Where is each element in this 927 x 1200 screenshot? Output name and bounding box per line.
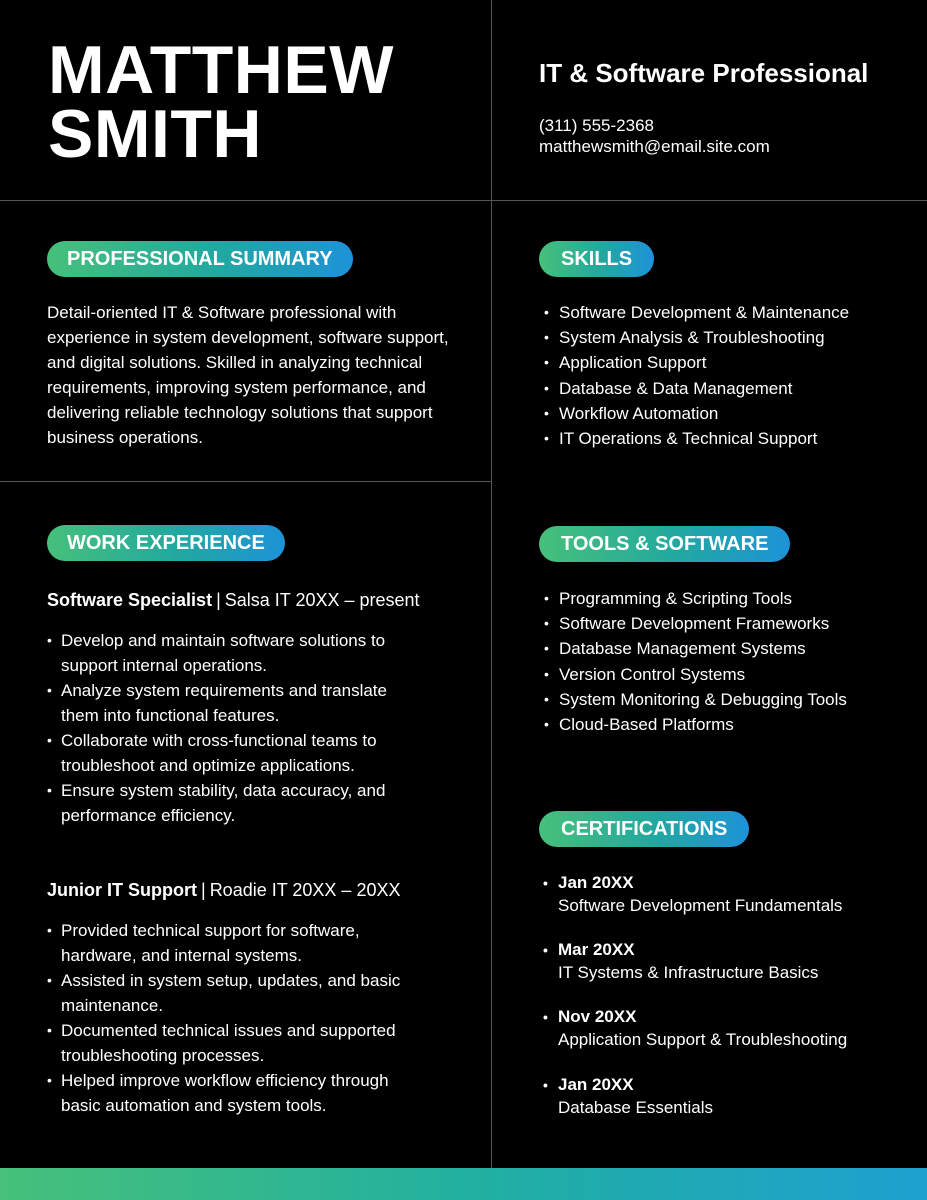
tools-heading: TOOLS & SOFTWARE xyxy=(539,526,790,562)
certification-item xyxy=(539,939,818,984)
vertical-divider xyxy=(491,0,492,1168)
skill-item: • System Analysis & Troubleshooting xyxy=(539,325,849,350)
job-bullet: • Documented technical issues and supported troubleshooting processes. xyxy=(47,1018,432,1068)
certification-item xyxy=(539,1006,847,1051)
certification-date: • Nov 20XX xyxy=(539,1006,847,1029)
job-bullets xyxy=(47,628,417,828)
job-bullets xyxy=(47,918,432,1118)
skill-item: • IT Operations & Technical Support xyxy=(539,426,849,451)
job-bullet: • Collaborate with cross-functional teams to troubleshoot and optimize applications. xyxy=(47,728,417,778)
skills-list xyxy=(539,300,849,451)
certification-name-text: Software Development Fundamentals xyxy=(558,895,843,915)
job-title: Junior IT Support xyxy=(47,880,197,900)
certification-name xyxy=(539,1029,847,1052)
first-name: MATTHEW xyxy=(48,32,394,108)
phone-number: (311) 555-2368 xyxy=(539,116,654,135)
job-separator: | xyxy=(201,880,206,900)
certification-name xyxy=(539,962,818,985)
certification-name-text: Application Support & Troubleshooting xyxy=(558,1029,848,1049)
summary-divider xyxy=(0,481,491,482)
summary-heading: PROFESSIONAL SUMMARY xyxy=(47,241,353,277)
certification-item xyxy=(539,1074,713,1119)
candidate-name xyxy=(48,32,394,172)
job-company: Roadie IT 20XX – 20XX xyxy=(209,880,401,900)
certification-name xyxy=(539,895,842,918)
tool-item: • Version Control Systems xyxy=(539,662,847,687)
tool-item: • Software Development Frameworks xyxy=(539,611,847,636)
skill-item: • Application Support xyxy=(539,350,849,375)
skill-item: • Workflow Automation xyxy=(539,401,849,426)
tool-item: • System Monitoring & Debugging Tools xyxy=(539,687,847,712)
job-title: Software Specialist xyxy=(47,590,213,610)
job-role: IT & Software Professional xyxy=(539,58,869,88)
tool-item: • Cloud-Based Platforms xyxy=(539,712,847,737)
header-divider xyxy=(0,200,927,201)
certification-item xyxy=(539,872,842,917)
last-name: SMITH xyxy=(48,96,263,172)
summary-text: Detail-oriented IT & Software professional with experience in system development, software support, and digital solutions. Skilled in analyzing technical requirements, improving system performance, and delivering reliable technology solutions that support business operations. xyxy=(47,303,449,447)
job-bullet: • Analyze system requirements and translate them into functional features. xyxy=(47,678,417,728)
certification-date: • Jan 20XX xyxy=(539,872,842,895)
tool-item: • Database Management Systems xyxy=(539,636,847,661)
job-company: Salsa IT 20XX – present xyxy=(224,590,420,610)
tool-item: • Programming & Scripting Tools xyxy=(539,586,847,611)
contact-info xyxy=(539,115,770,157)
job-title-line xyxy=(47,590,420,611)
certification-name-text: Database Essentials xyxy=(558,1097,713,1117)
certification-date: • Mar 20XX xyxy=(539,939,818,962)
experience-heading: WORK EXPERIENCE xyxy=(47,525,285,561)
job-bullet: • Develop and maintain software solutions to support internal operations. xyxy=(47,628,417,678)
certification-name-text: IT Systems & Infrastructure Basics xyxy=(558,962,819,982)
skill-item: • Software Development & Maintenance xyxy=(539,300,849,325)
certifications-heading: CERTIFICATIONS xyxy=(539,811,749,847)
certification-name xyxy=(539,1097,713,1120)
job-bullet: • Ensure system stability, data accuracy, and performance efficiency. xyxy=(47,778,417,828)
job-bullet: • Helped improve workflow efficiency through basic automation and system tools. xyxy=(47,1068,432,1118)
job-title-line xyxy=(47,880,400,901)
email-address: matthewsmith@email.site.com xyxy=(539,137,770,156)
job-bullet: • Provided technical support for software, hardware, and internal systems. xyxy=(47,918,432,968)
skills-heading: SKILLS xyxy=(539,241,654,277)
tools-list xyxy=(539,586,847,737)
certification-date: • Jan 20XX xyxy=(539,1074,713,1097)
skill-item: • Database & Data Management xyxy=(539,376,849,401)
bottom-accent-bar xyxy=(0,1168,927,1200)
job-separator: | xyxy=(216,590,221,610)
job-bullet: • Assisted in system setup, updates, and basic maintenance. xyxy=(47,968,432,1018)
